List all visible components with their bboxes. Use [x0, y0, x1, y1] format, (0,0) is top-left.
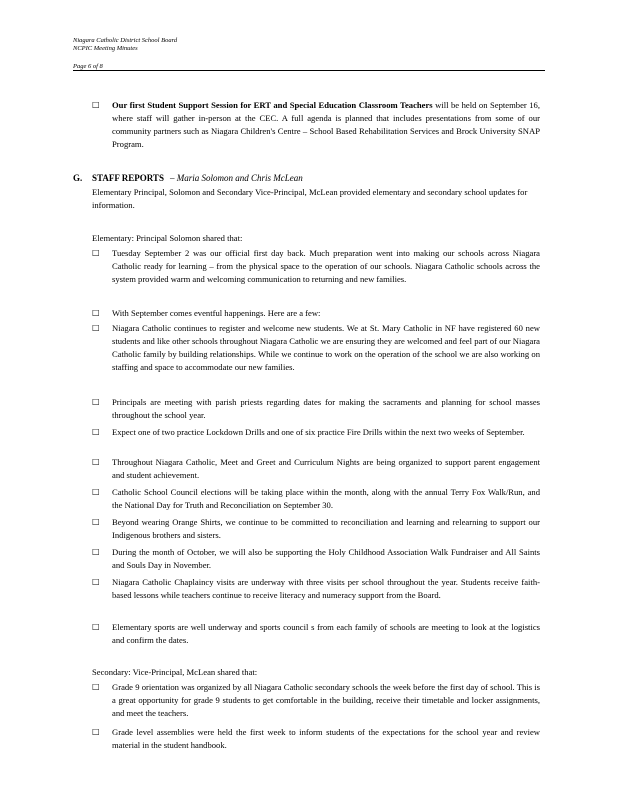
section-intro: Elementary Principal, Solomon and Secondary Vice-Principal, McLean provided elementary and secondary school updates for information. [92, 187, 528, 210]
checkbox-bullet-icon: □ [92, 427, 100, 436]
section-heading [73, 172, 303, 185]
checkbox-bullet-icon: □ [92, 682, 100, 691]
checkbox-bullet-icon: □ [92, 487, 100, 496]
section-authors: – Maria Solomon and Chris McLean [169, 173, 303, 183]
header-doc-line: NCPIC Meeting Minutes [73, 45, 138, 52]
list-item [92, 456, 540, 482]
list-item [92, 307, 540, 320]
list-item [92, 681, 540, 720]
checkbox-bullet-icon: □ [92, 622, 100, 631]
section-letter: G. [73, 173, 83, 183]
checkbox-bullet-icon: □ [92, 308, 100, 317]
bullet-text: Expect one of two practice Lockdown Drills and one of six practice Fire Drills within the next two weeks of September. [112, 427, 525, 437]
list-item [92, 426, 540, 439]
bullet-text: Catholic School Council elections will be taking place within the month, along with the annual Terry Fox Walk/Run, and the National Day for Truth and Reconciliation on September 30. [112, 487, 540, 510]
bullet-text: Tuesday September 2 was our official first day back. Much preparation went into making our schools across Niagara Catholic ready for learning – from the physical space to the operation of our schools. Niagara Catholic schools across the system provided warm and welcoming communication to returning and new families. [112, 248, 540, 284]
bullet-text: Grade 9 orientation was organized by all Niagara Catholic secondary schools the week before the first day of school. This is a great opportunity for grade 9 students to get comfortable in the building, receive their timetable and locker assignments, and meet the teachers. [112, 682, 540, 718]
checkbox-bullet-icon: □ [92, 397, 100, 406]
checkbox-bullet-icon: □ [92, 577, 100, 586]
checkbox-bullet-icon: □ [92, 547, 100, 556]
list-item [92, 247, 540, 286]
bullet-bold-lead: Our first Student Support Session for ERT and Special Education Classroom Teachers [112, 100, 433, 110]
bullet-text: Throughout Niagara Catholic, Meet and Greet and Curriculum Nights are being organized to support parent engagement and student achievement. [112, 457, 540, 480]
bullet-text: Elementary sports are well underway and sports council s from each family of schools are meeting to look at the logistics and confirm the dates. [112, 622, 540, 645]
list-item [92, 726, 540, 752]
secondary-heading: Secondary: Vice-Principal, McLean shared that: [92, 667, 258, 677]
list-item [92, 99, 540, 151]
checkbox-bullet-icon: □ [92, 457, 100, 466]
header-divider [73, 70, 545, 71]
checkbox-bullet-icon: □ [92, 323, 100, 332]
page-header [73, 37, 545, 71]
checkbox-bullet-icon: □ [92, 100, 100, 109]
checkbox-bullet-icon: □ [92, 248, 100, 257]
section-title: STAFF REPORTS [92, 173, 164, 183]
bullet-body: will be held on September 16, where staff will gather in-person at the CEC. A full agenda is planned that includes presentations from some of our community partners such as Niagara Children's Centre – School Based Rehabilitation Services and Brock University SNAP Program. [112, 100, 540, 149]
list-item [92, 486, 540, 512]
elementary-heading: Elementary: Principal Solomon shared that: [92, 233, 243, 243]
checkbox-bullet-icon: □ [92, 517, 100, 526]
bullet-text: Beyond wearing Orange Shirts, we continue to be committed to reconciliation and learning and relearning to support our Indigenous brothers and sisters. [112, 517, 540, 540]
bullet-text: Principals are meeting with parish priests regarding dates for making the sacraments and planning for school masses throughout the school year. [112, 397, 540, 420]
bullet-text: Grade level assemblies were held the first week to inform students of the expectations for the school year and review material in the student handbook. [112, 727, 540, 750]
list-item [92, 322, 540, 374]
list-item [92, 576, 540, 602]
bullet-text [112, 99, 540, 151]
bullet-text: With September comes eventful happenings. Here are a few: [112, 308, 321, 318]
list-item [92, 396, 540, 422]
list-item [92, 546, 540, 572]
checkbox-bullet-icon: □ [92, 727, 100, 736]
bullet-text: Niagara Catholic Chaplaincy visits are underway with three visits per school throughout the year. Students receive faith-based lessons while teachers continue to receive literacy and numeracy support from the Board. [112, 577, 540, 600]
list-item [92, 516, 540, 542]
header-org-line: Niagara Catholic District School Board [73, 37, 178, 44]
bullet-text: Niagara Catholic continues to register and welcome new students. We at St. Mary Catholic in NF have registered 60 new students and like other schools throughout Niagara Catholic we are ensuring they are welcomed and feel part of our Niagara Catholic family by building relationships. While we continue to work on the operation of the school we are also working on staffing and space to accommodate our new families. [112, 323, 540, 372]
bullet-text: During the month of October, we will also be supporting the Holy Childhood Association Walk Fundraiser and All Saints and Souls Day in November. [112, 547, 540, 570]
list-item [92, 621, 540, 647]
page-number: Page 6 of 8 [73, 63, 103, 70]
